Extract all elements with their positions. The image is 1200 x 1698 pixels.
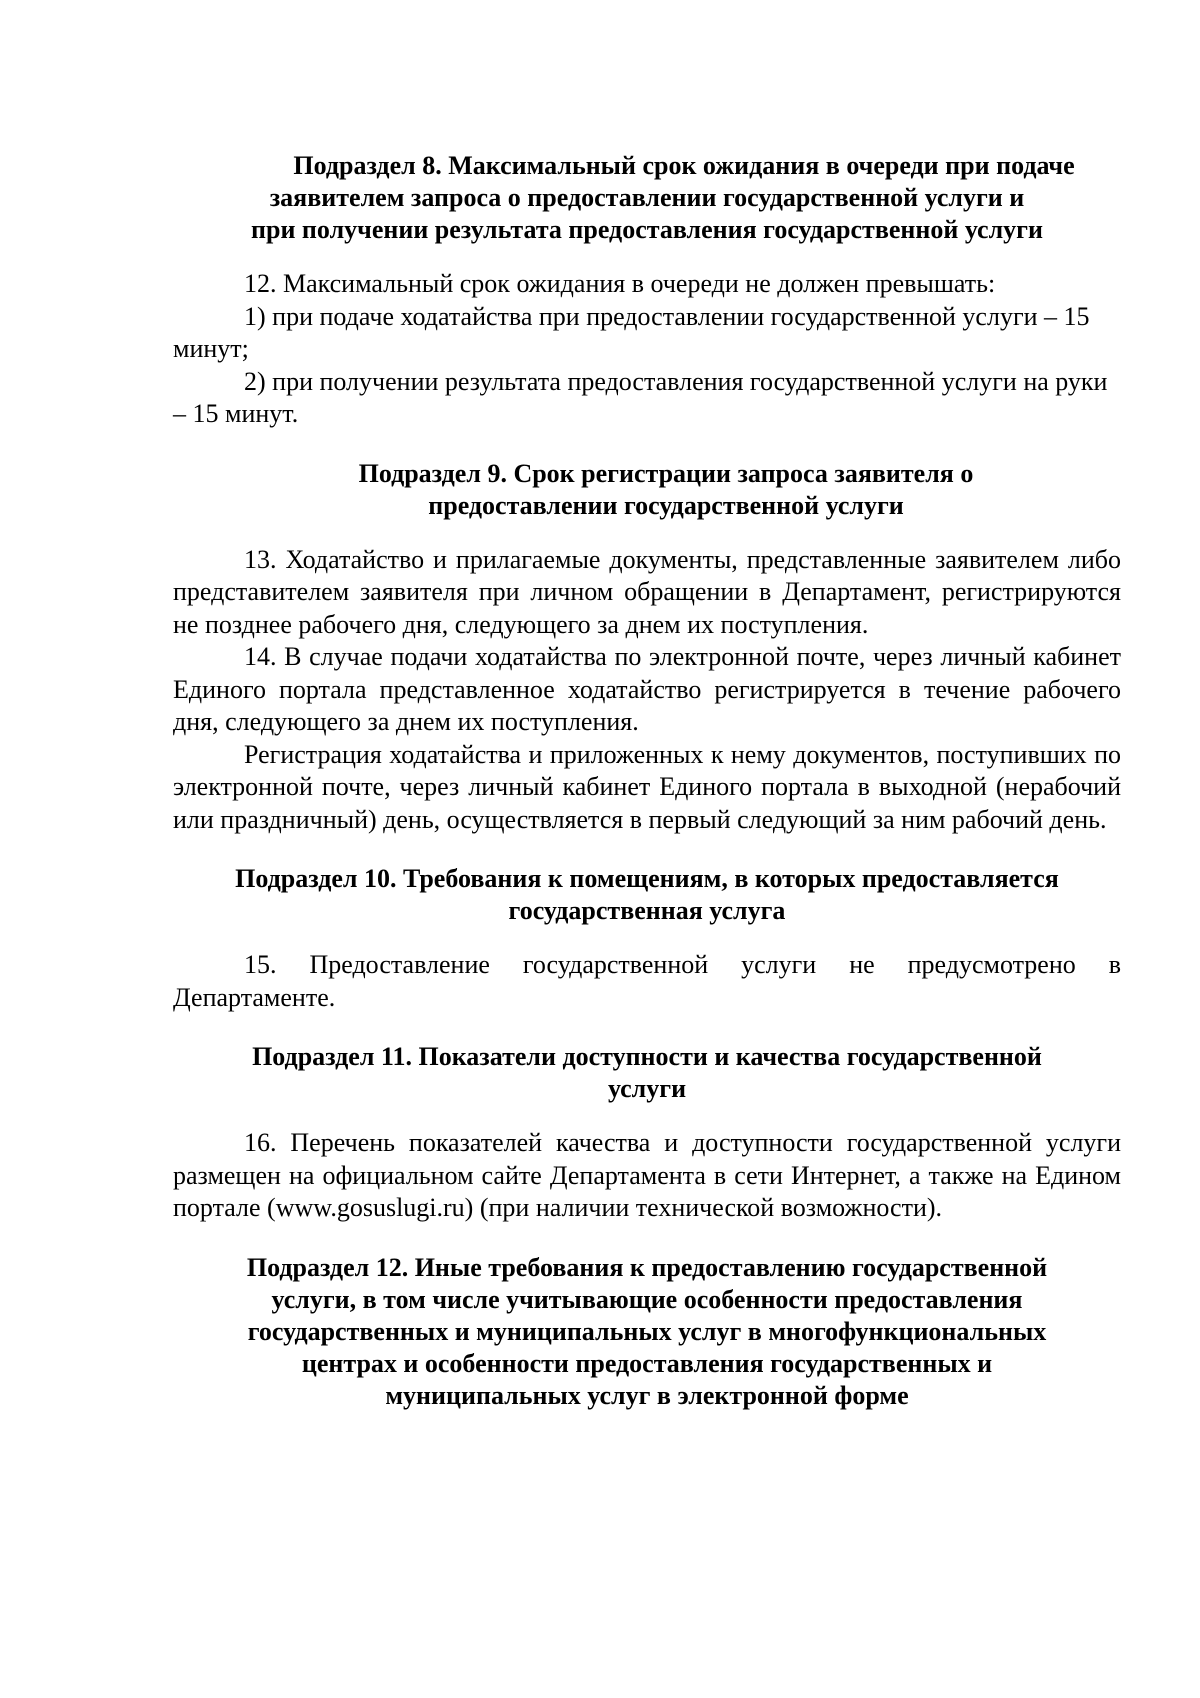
- spacer: [173, 1014, 1121, 1041]
- document-page: [173, 150, 1121, 1412]
- spacer: [173, 1225, 1121, 1252]
- paragraph-14: 14. В случае подачи ходатайства по электронной почте, через личный кабинет Единого портала представленное ходатайство регистрируется в течение рабочего дня, следующего за днем их поступления.: [173, 642, 1121, 736]
- paragraph-15: 15. Предоставление государственной услуги не предусмотрено в Департаменте.: [173, 950, 1121, 1012]
- spacer: [173, 927, 1121, 949]
- spacer: [173, 246, 1121, 268]
- heading-line: центрах и особенности предоставления государственных и: [301, 1348, 993, 1378]
- section-heading-10: [173, 863, 1121, 927]
- heading-line: государственная услуга: [508, 896, 786, 925]
- spacer: [173, 1105, 1121, 1127]
- heading-line: услуги, в том числе учитывающие особенности предоставления: [271, 1284, 1023, 1314]
- section-heading-11: [173, 1041, 1121, 1105]
- section-heading-8: [173, 150, 1121, 246]
- paragraph-12-item-2: 2) при получении результата предоставления государственной услуги на руки – 15 минут.: [173, 366, 1108, 428]
- heading-line: Подраздел 8. Максимальный срок ожидания в очереди при подаче: [293, 151, 1075, 180]
- heading-line: услуги: [607, 1074, 687, 1103]
- paragraph-12: 12. Максимальный срок ожидания в очереди не должен превышать:: [244, 269, 996, 298]
- spacer: [173, 836, 1121, 863]
- heading-line: Подраздел 10. Требования к помещениям, в которых предоставляется: [235, 864, 1059, 893]
- paragraph-12-item-1: 1) при подаче ходатайства при предоставлении государственной услуги – 15 минут;: [173, 301, 1090, 363]
- heading-line: при получении результата предоставления государственной услуги: [251, 215, 1043, 244]
- heading-line: государственных и муниципальных услуг в многофункциональных: [247, 1316, 1047, 1346]
- spacer: [173, 431, 1121, 458]
- paragraph-14-registration: Регистрация ходатайства и приложенных к нему документов, поступивших по электронной почте, через личный кабинет Единого портала в выходной (нерабочий или праздничный) день, осуществляется в первый следующий за ним рабочий день.: [173, 739, 1121, 834]
- section-heading-9: [173, 458, 1121, 522]
- spacer: [173, 522, 1121, 544]
- heading-line: Подраздел 12. Иные требования к предоставлению государственной: [246, 1252, 1048, 1282]
- heading-line: Подраздел 11. Показатели доступности и качества государственной: [252, 1042, 1042, 1071]
- heading-line: муниципальных услуг в электронной форме: [385, 1380, 909, 1410]
- heading-line: Подраздел 9. Срок регистрации запроса заявителя о: [358, 458, 974, 488]
- heading-line: предоставлении государственной услуги: [428, 490, 904, 520]
- paragraph-13: 13. Ходатайство и прилагаемые документы, представленные заявителем либо представителем заявителя при личном обращении в Департамент, регистрируются не позднее рабочего дня, следующего за днем их поступления.: [173, 544, 1121, 639]
- section-heading-12: [173, 1252, 1121, 1412]
- paragraph-16: 16. Перечень показателей качества и доступности государственной услуги размещен на официальном сайте Департамента в сети Интернет, а также на Едином портале (www.gosuslugi.ru) (при наличии технической возможности).: [173, 1128, 1121, 1222]
- heading-line: заявителем запроса о предоставлении государственной услуги и: [269, 183, 1025, 212]
